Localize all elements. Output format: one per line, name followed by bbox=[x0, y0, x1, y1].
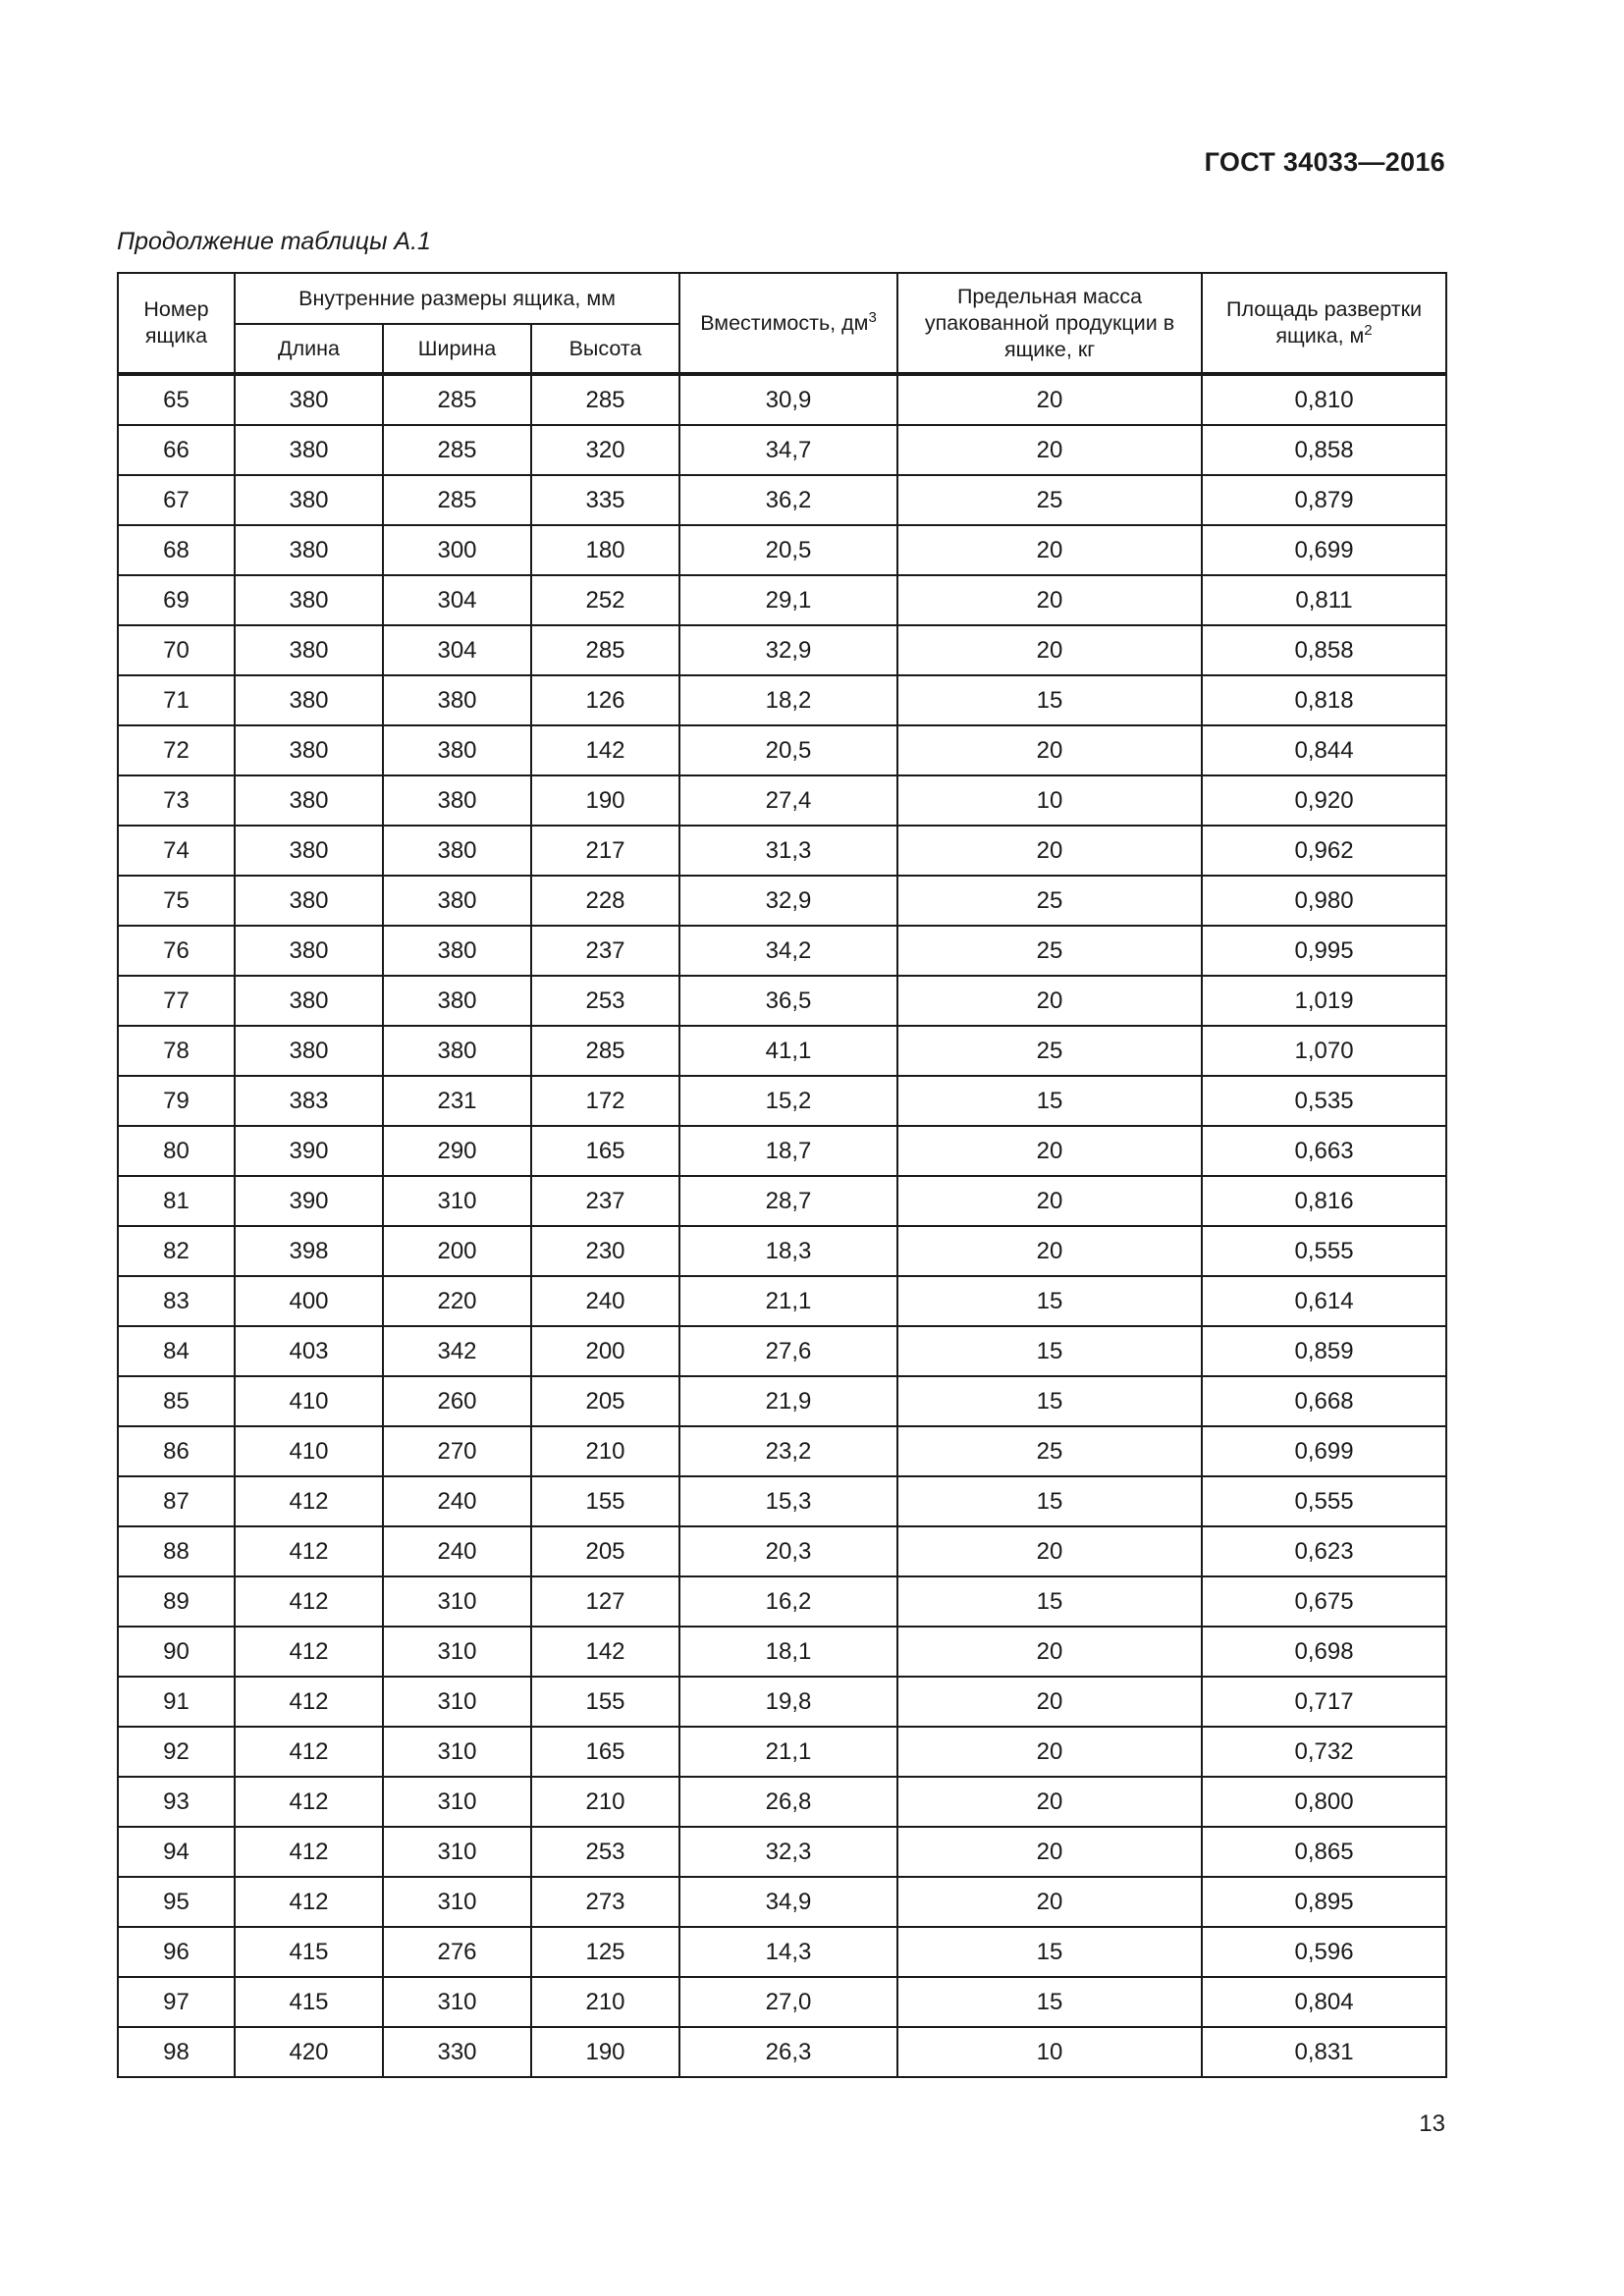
cell-height: 155 bbox=[531, 1677, 679, 1727]
cell-area: 0,699 bbox=[1202, 1426, 1446, 1476]
cell-area: 0,804 bbox=[1202, 1977, 1446, 2027]
cell-height: 237 bbox=[531, 1176, 679, 1226]
cell-number: 82 bbox=[118, 1226, 235, 1276]
cell-length: 400 bbox=[235, 1276, 383, 1326]
cell-max-mass: 10 bbox=[897, 775, 1202, 826]
cell-number: 68 bbox=[118, 525, 235, 575]
cell-number: 76 bbox=[118, 926, 235, 976]
cell-max-mass: 20 bbox=[897, 1777, 1202, 1827]
cell-height: 210 bbox=[531, 1777, 679, 1827]
header-capacity bbox=[679, 273, 897, 374]
cell-max-mass: 20 bbox=[897, 826, 1202, 876]
table-row bbox=[118, 725, 1446, 775]
cell-number: 98 bbox=[118, 2027, 235, 2077]
cell-height: 210 bbox=[531, 1977, 679, 2027]
cell-capacity: 19,8 bbox=[679, 1677, 897, 1727]
cell-capacity: 26,8 bbox=[679, 1777, 897, 1827]
cell-length: 412 bbox=[235, 1777, 383, 1827]
table-row bbox=[118, 1627, 1446, 1677]
cell-height: 190 bbox=[531, 775, 679, 826]
cell-number: 95 bbox=[118, 1877, 235, 1927]
cell-max-mass: 15 bbox=[897, 1476, 1202, 1526]
cell-max-mass: 20 bbox=[897, 1827, 1202, 1877]
cell-number: 72 bbox=[118, 725, 235, 775]
cell-area: 0,980 bbox=[1202, 876, 1446, 926]
table-row bbox=[118, 525, 1446, 575]
cell-max-mass: 20 bbox=[897, 625, 1202, 675]
header-area bbox=[1202, 273, 1446, 374]
cell-area: 0,811 bbox=[1202, 575, 1446, 625]
cell-length: 420 bbox=[235, 2027, 383, 2077]
cell-area: 0,858 bbox=[1202, 625, 1446, 675]
cell-length: 412 bbox=[235, 1476, 383, 1526]
cell-number: 81 bbox=[118, 1176, 235, 1226]
cell-length: 380 bbox=[235, 876, 383, 926]
cell-width: 330 bbox=[383, 2027, 531, 2077]
cell-height: 200 bbox=[531, 1326, 679, 1376]
cell-capacity: 23,2 bbox=[679, 1426, 897, 1476]
cell-number: 70 bbox=[118, 625, 235, 675]
cell-max-mass: 15 bbox=[897, 1927, 1202, 1977]
cell-length: 412 bbox=[235, 1627, 383, 1677]
cell-height: 253 bbox=[531, 976, 679, 1026]
header-max-mass: Предельная масса упакованной продукции в ящике, кг bbox=[897, 273, 1202, 374]
cell-area: 0,717 bbox=[1202, 1677, 1446, 1727]
table-row bbox=[118, 1827, 1446, 1877]
cell-number: 88 bbox=[118, 1526, 235, 1576]
cell-max-mass: 15 bbox=[897, 1276, 1202, 1326]
cell-length: 380 bbox=[235, 926, 383, 976]
table-row bbox=[118, 1226, 1446, 1276]
cell-width: 285 bbox=[383, 425, 531, 475]
table-row bbox=[118, 374, 1446, 425]
cell-number: 90 bbox=[118, 1627, 235, 1677]
cell-width: 270 bbox=[383, 1426, 531, 1476]
table-row bbox=[118, 1176, 1446, 1226]
cell-number: 79 bbox=[118, 1076, 235, 1126]
cell-max-mass: 15 bbox=[897, 1576, 1202, 1627]
cell-capacity: 34,7 bbox=[679, 425, 897, 475]
cell-length: 415 bbox=[235, 1977, 383, 2027]
cell-height: 285 bbox=[531, 374, 679, 425]
page-number: 13 bbox=[1419, 2110, 1445, 2137]
cell-number: 92 bbox=[118, 1727, 235, 1777]
cell-length: 380 bbox=[235, 725, 383, 775]
cell-capacity: 34,2 bbox=[679, 926, 897, 976]
cell-number: 80 bbox=[118, 1126, 235, 1176]
cell-max-mass: 15 bbox=[897, 1076, 1202, 1126]
header-area-unit-exponent: 2 bbox=[1364, 321, 1373, 339]
cell-length: 380 bbox=[235, 374, 383, 425]
cell-max-mass: 10 bbox=[897, 2027, 1202, 2077]
cell-capacity: 32,9 bbox=[679, 876, 897, 926]
cell-length: 380 bbox=[235, 525, 383, 575]
cell-length: 380 bbox=[235, 775, 383, 826]
cell-area: 1,019 bbox=[1202, 976, 1446, 1026]
table-row bbox=[118, 1927, 1446, 1977]
cell-area: 0,555 bbox=[1202, 1476, 1446, 1526]
table-header bbox=[118, 273, 1446, 374]
cell-capacity: 21,1 bbox=[679, 1276, 897, 1326]
table-row bbox=[118, 976, 1446, 1026]
table-row bbox=[118, 625, 1446, 675]
cell-number: 94 bbox=[118, 1827, 235, 1877]
cell-capacity: 36,2 bbox=[679, 475, 897, 525]
cell-max-mass: 20 bbox=[897, 976, 1202, 1026]
cell-width: 310 bbox=[383, 1777, 531, 1827]
cell-width: 310 bbox=[383, 1977, 531, 2027]
table-row bbox=[118, 575, 1446, 625]
cell-capacity: 18,2 bbox=[679, 675, 897, 725]
cell-height: 165 bbox=[531, 1126, 679, 1176]
cell-number: 67 bbox=[118, 475, 235, 525]
cell-number: 65 bbox=[118, 374, 235, 425]
cell-max-mass: 20 bbox=[897, 725, 1202, 775]
cell-length: 380 bbox=[235, 826, 383, 876]
cell-area: 0,535 bbox=[1202, 1076, 1446, 1126]
cell-capacity: 32,3 bbox=[679, 1827, 897, 1877]
header-inner-dimensions: Внутренние размеры ящика, мм bbox=[235, 273, 679, 324]
cell-number: 75 bbox=[118, 876, 235, 926]
cell-area: 0,859 bbox=[1202, 1326, 1446, 1376]
cell-height: 155 bbox=[531, 1476, 679, 1526]
cell-width: 290 bbox=[383, 1126, 531, 1176]
header-area-label: Площадь развертки ящика, м bbox=[1226, 297, 1422, 347]
cell-length: 380 bbox=[235, 1026, 383, 1076]
cell-width: 300 bbox=[383, 525, 531, 575]
table-row bbox=[118, 876, 1446, 926]
cell-length: 398 bbox=[235, 1226, 383, 1276]
cell-number: 83 bbox=[118, 1276, 235, 1326]
cell-max-mass: 25 bbox=[897, 475, 1202, 525]
table-row bbox=[118, 675, 1446, 725]
cell-width: 310 bbox=[383, 1627, 531, 1677]
cell-width: 380 bbox=[383, 826, 531, 876]
cell-capacity: 29,1 bbox=[679, 575, 897, 625]
cell-capacity: 15,3 bbox=[679, 1476, 897, 1526]
cell-area: 1,070 bbox=[1202, 1026, 1446, 1076]
cell-height: 210 bbox=[531, 1426, 679, 1476]
header-capacity-unit-exponent: 3 bbox=[868, 308, 877, 326]
cell-max-mass: 20 bbox=[897, 1677, 1202, 1727]
cell-height: 127 bbox=[531, 1576, 679, 1627]
cell-capacity: 16,2 bbox=[679, 1576, 897, 1627]
cell-height: 240 bbox=[531, 1276, 679, 1326]
table-row bbox=[118, 1026, 1446, 1076]
cell-max-mass: 15 bbox=[897, 675, 1202, 725]
cell-area: 0,818 bbox=[1202, 675, 1446, 725]
cell-capacity: 18,7 bbox=[679, 1126, 897, 1176]
cell-max-mass: 20 bbox=[897, 374, 1202, 425]
cell-height: 142 bbox=[531, 1627, 679, 1677]
cell-height: 237 bbox=[531, 926, 679, 976]
cell-area: 0,995 bbox=[1202, 926, 1446, 976]
cell-number: 91 bbox=[118, 1677, 235, 1727]
cell-capacity: 20,5 bbox=[679, 525, 897, 575]
cell-max-mass: 25 bbox=[897, 1426, 1202, 1476]
cell-height: 273 bbox=[531, 1877, 679, 1927]
header-width: Ширина bbox=[383, 324, 531, 374]
cell-number: 78 bbox=[118, 1026, 235, 1076]
cell-area: 0,596 bbox=[1202, 1927, 1446, 1977]
cell-length: 412 bbox=[235, 1827, 383, 1877]
cell-width: 310 bbox=[383, 1727, 531, 1777]
cell-max-mass: 20 bbox=[897, 1176, 1202, 1226]
cell-length: 380 bbox=[235, 625, 383, 675]
cell-capacity: 32,9 bbox=[679, 625, 897, 675]
cell-width: 285 bbox=[383, 374, 531, 425]
table-row bbox=[118, 475, 1446, 525]
table-row bbox=[118, 1126, 1446, 1176]
table-row bbox=[118, 826, 1446, 876]
cell-length: 380 bbox=[235, 475, 383, 525]
cell-length: 412 bbox=[235, 1576, 383, 1627]
cell-max-mass: 20 bbox=[897, 525, 1202, 575]
cell-capacity: 36,5 bbox=[679, 976, 897, 1026]
cell-area: 0,816 bbox=[1202, 1176, 1446, 1226]
cell-max-mass: 20 bbox=[897, 1226, 1202, 1276]
cell-area: 0,555 bbox=[1202, 1226, 1446, 1276]
cell-max-mass: 15 bbox=[897, 1376, 1202, 1426]
table-row bbox=[118, 1276, 1446, 1326]
cell-capacity: 20,3 bbox=[679, 1526, 897, 1576]
cell-capacity: 15,2 bbox=[679, 1076, 897, 1126]
cell-length: 410 bbox=[235, 1426, 383, 1476]
cell-area: 0,623 bbox=[1202, 1526, 1446, 1576]
cell-height: 320 bbox=[531, 425, 679, 475]
cell-width: 220 bbox=[383, 1276, 531, 1326]
header-capacity-label: Вместимость, дм bbox=[700, 310, 869, 335]
cell-number: 71 bbox=[118, 675, 235, 725]
cell-area: 0,732 bbox=[1202, 1727, 1446, 1777]
cell-number: 73 bbox=[118, 775, 235, 826]
cell-height: 190 bbox=[531, 2027, 679, 2077]
cell-height: 205 bbox=[531, 1526, 679, 1576]
table-row bbox=[118, 1677, 1446, 1727]
cell-height: 285 bbox=[531, 1026, 679, 1076]
cell-number: 87 bbox=[118, 1476, 235, 1526]
cell-height: 252 bbox=[531, 575, 679, 625]
cell-height: 165 bbox=[531, 1727, 679, 1777]
cell-length: 380 bbox=[235, 976, 383, 1026]
table-row bbox=[118, 1426, 1446, 1476]
cell-number: 69 bbox=[118, 575, 235, 625]
table-row bbox=[118, 2027, 1446, 2077]
table-row bbox=[118, 775, 1446, 826]
table-row bbox=[118, 1526, 1446, 1576]
table-row bbox=[118, 1777, 1446, 1827]
cell-max-mass: 15 bbox=[897, 1326, 1202, 1376]
cell-capacity: 18,1 bbox=[679, 1627, 897, 1677]
cell-height: 228 bbox=[531, 876, 679, 926]
cell-width: 304 bbox=[383, 575, 531, 625]
table-row bbox=[118, 425, 1446, 475]
cell-number: 96 bbox=[118, 1927, 235, 1977]
cell-width: 310 bbox=[383, 1877, 531, 1927]
cell-area: 0,962 bbox=[1202, 826, 1446, 876]
cell-capacity: 31,3 bbox=[679, 826, 897, 876]
cell-capacity: 21,1 bbox=[679, 1727, 897, 1777]
cell-height: 230 bbox=[531, 1226, 679, 1276]
cell-width: 380 bbox=[383, 775, 531, 826]
cell-width: 276 bbox=[383, 1927, 531, 1977]
cell-width: 380 bbox=[383, 876, 531, 926]
cell-area: 0,614 bbox=[1202, 1276, 1446, 1326]
cell-number: 89 bbox=[118, 1576, 235, 1627]
cell-length: 412 bbox=[235, 1727, 383, 1777]
cell-width: 310 bbox=[383, 1176, 531, 1226]
cell-area: 0,844 bbox=[1202, 725, 1446, 775]
cell-length: 403 bbox=[235, 1326, 383, 1376]
cell-capacity: 27,6 bbox=[679, 1326, 897, 1376]
cell-width: 240 bbox=[383, 1476, 531, 1526]
cell-capacity: 26,3 bbox=[679, 2027, 897, 2077]
cell-capacity: 27,4 bbox=[679, 775, 897, 826]
cell-number: 74 bbox=[118, 826, 235, 876]
cell-capacity: 28,7 bbox=[679, 1176, 897, 1226]
table-row bbox=[118, 1977, 1446, 2027]
table-row bbox=[118, 1727, 1446, 1777]
cell-height: 125 bbox=[531, 1927, 679, 1977]
cell-number: 86 bbox=[118, 1426, 235, 1476]
cell-area: 0,675 bbox=[1202, 1576, 1446, 1627]
cell-width: 285 bbox=[383, 475, 531, 525]
cell-height: 217 bbox=[531, 826, 679, 876]
cell-capacity: 21,9 bbox=[679, 1376, 897, 1426]
header-number: Номер ящика bbox=[118, 273, 235, 374]
table-row bbox=[118, 1326, 1446, 1376]
cell-area: 0,895 bbox=[1202, 1877, 1446, 1927]
cell-height: 180 bbox=[531, 525, 679, 575]
box-dimensions-table bbox=[117, 272, 1447, 2078]
cell-area: 0,668 bbox=[1202, 1376, 1446, 1426]
cell-height: 285 bbox=[531, 625, 679, 675]
cell-capacity: 34,9 bbox=[679, 1877, 897, 1927]
cell-capacity: 27,0 bbox=[679, 1977, 897, 2027]
cell-width: 380 bbox=[383, 976, 531, 1026]
cell-area: 0,699 bbox=[1202, 525, 1446, 575]
cell-area: 0,879 bbox=[1202, 475, 1446, 525]
cell-length: 412 bbox=[235, 1526, 383, 1576]
cell-max-mass: 25 bbox=[897, 876, 1202, 926]
cell-length: 410 bbox=[235, 1376, 383, 1426]
table-caption: Продолжение таблицы А.1 bbox=[117, 228, 431, 255]
cell-max-mass: 20 bbox=[897, 1126, 1202, 1176]
cell-length: 412 bbox=[235, 1677, 383, 1727]
cell-area: 0,810 bbox=[1202, 374, 1446, 425]
cell-length: 380 bbox=[235, 425, 383, 475]
cell-length: 390 bbox=[235, 1126, 383, 1176]
cell-area: 0,663 bbox=[1202, 1126, 1446, 1176]
cell-width: 380 bbox=[383, 926, 531, 976]
cell-max-mass: 25 bbox=[897, 1026, 1202, 1076]
cell-width: 380 bbox=[383, 1026, 531, 1076]
cell-height: 126 bbox=[531, 675, 679, 725]
standard-id: ГОСТ 34033—2016 bbox=[1204, 147, 1445, 177]
cell-area: 0,920 bbox=[1202, 775, 1446, 826]
cell-width: 304 bbox=[383, 625, 531, 675]
cell-number: 93 bbox=[118, 1777, 235, 1827]
cell-number: 77 bbox=[118, 976, 235, 1026]
cell-width: 342 bbox=[383, 1326, 531, 1376]
cell-max-mass: 20 bbox=[897, 1526, 1202, 1576]
table-row bbox=[118, 1877, 1446, 1927]
cell-height: 205 bbox=[531, 1376, 679, 1426]
cell-area: 0,865 bbox=[1202, 1827, 1446, 1877]
cell-max-mass: 20 bbox=[897, 1627, 1202, 1677]
cell-length: 390 bbox=[235, 1176, 383, 1226]
cell-width: 380 bbox=[383, 675, 531, 725]
cell-width: 310 bbox=[383, 1677, 531, 1727]
cell-height: 142 bbox=[531, 725, 679, 775]
table-row bbox=[118, 1476, 1446, 1526]
cell-number: 85 bbox=[118, 1376, 235, 1426]
cell-number: 66 bbox=[118, 425, 235, 475]
cell-max-mass: 20 bbox=[897, 425, 1202, 475]
cell-max-mass: 20 bbox=[897, 1877, 1202, 1927]
table-row bbox=[118, 1376, 1446, 1426]
header-height: Высота bbox=[531, 324, 679, 374]
cell-width: 260 bbox=[383, 1376, 531, 1426]
table-row bbox=[118, 926, 1446, 976]
cell-area: 0,831 bbox=[1202, 2027, 1446, 2077]
cell-number: 84 bbox=[118, 1326, 235, 1376]
cell-height: 335 bbox=[531, 475, 679, 525]
cell-area: 0,698 bbox=[1202, 1627, 1446, 1677]
cell-max-mass: 15 bbox=[897, 1977, 1202, 2027]
table-row bbox=[118, 1076, 1446, 1126]
cell-length: 383 bbox=[235, 1076, 383, 1126]
cell-capacity: 20,5 bbox=[679, 725, 897, 775]
cell-width: 200 bbox=[383, 1226, 531, 1276]
cell-capacity: 30,9 bbox=[679, 374, 897, 425]
cell-width: 240 bbox=[383, 1526, 531, 1576]
cell-width: 310 bbox=[383, 1827, 531, 1877]
cell-capacity: 18,3 bbox=[679, 1226, 897, 1276]
header-length: Длина bbox=[235, 324, 383, 374]
cell-length: 380 bbox=[235, 675, 383, 725]
cell-capacity: 14,3 bbox=[679, 1927, 897, 1977]
cell-area: 0,858 bbox=[1202, 425, 1446, 475]
cell-width: 380 bbox=[383, 725, 531, 775]
cell-max-mass: 20 bbox=[897, 575, 1202, 625]
cell-max-mass: 25 bbox=[897, 926, 1202, 976]
cell-area: 0,800 bbox=[1202, 1777, 1446, 1827]
table-body bbox=[118, 374, 1446, 2077]
cell-length: 412 bbox=[235, 1877, 383, 1927]
cell-length: 380 bbox=[235, 575, 383, 625]
cell-capacity: 41,1 bbox=[679, 1026, 897, 1076]
cell-width: 310 bbox=[383, 1576, 531, 1627]
cell-height: 172 bbox=[531, 1076, 679, 1126]
cell-max-mass: 20 bbox=[897, 1727, 1202, 1777]
cell-width: 231 bbox=[383, 1076, 531, 1126]
cell-length: 415 bbox=[235, 1927, 383, 1977]
cell-height: 253 bbox=[531, 1827, 679, 1877]
table-row bbox=[118, 1576, 1446, 1627]
cell-number: 97 bbox=[118, 1977, 235, 2027]
